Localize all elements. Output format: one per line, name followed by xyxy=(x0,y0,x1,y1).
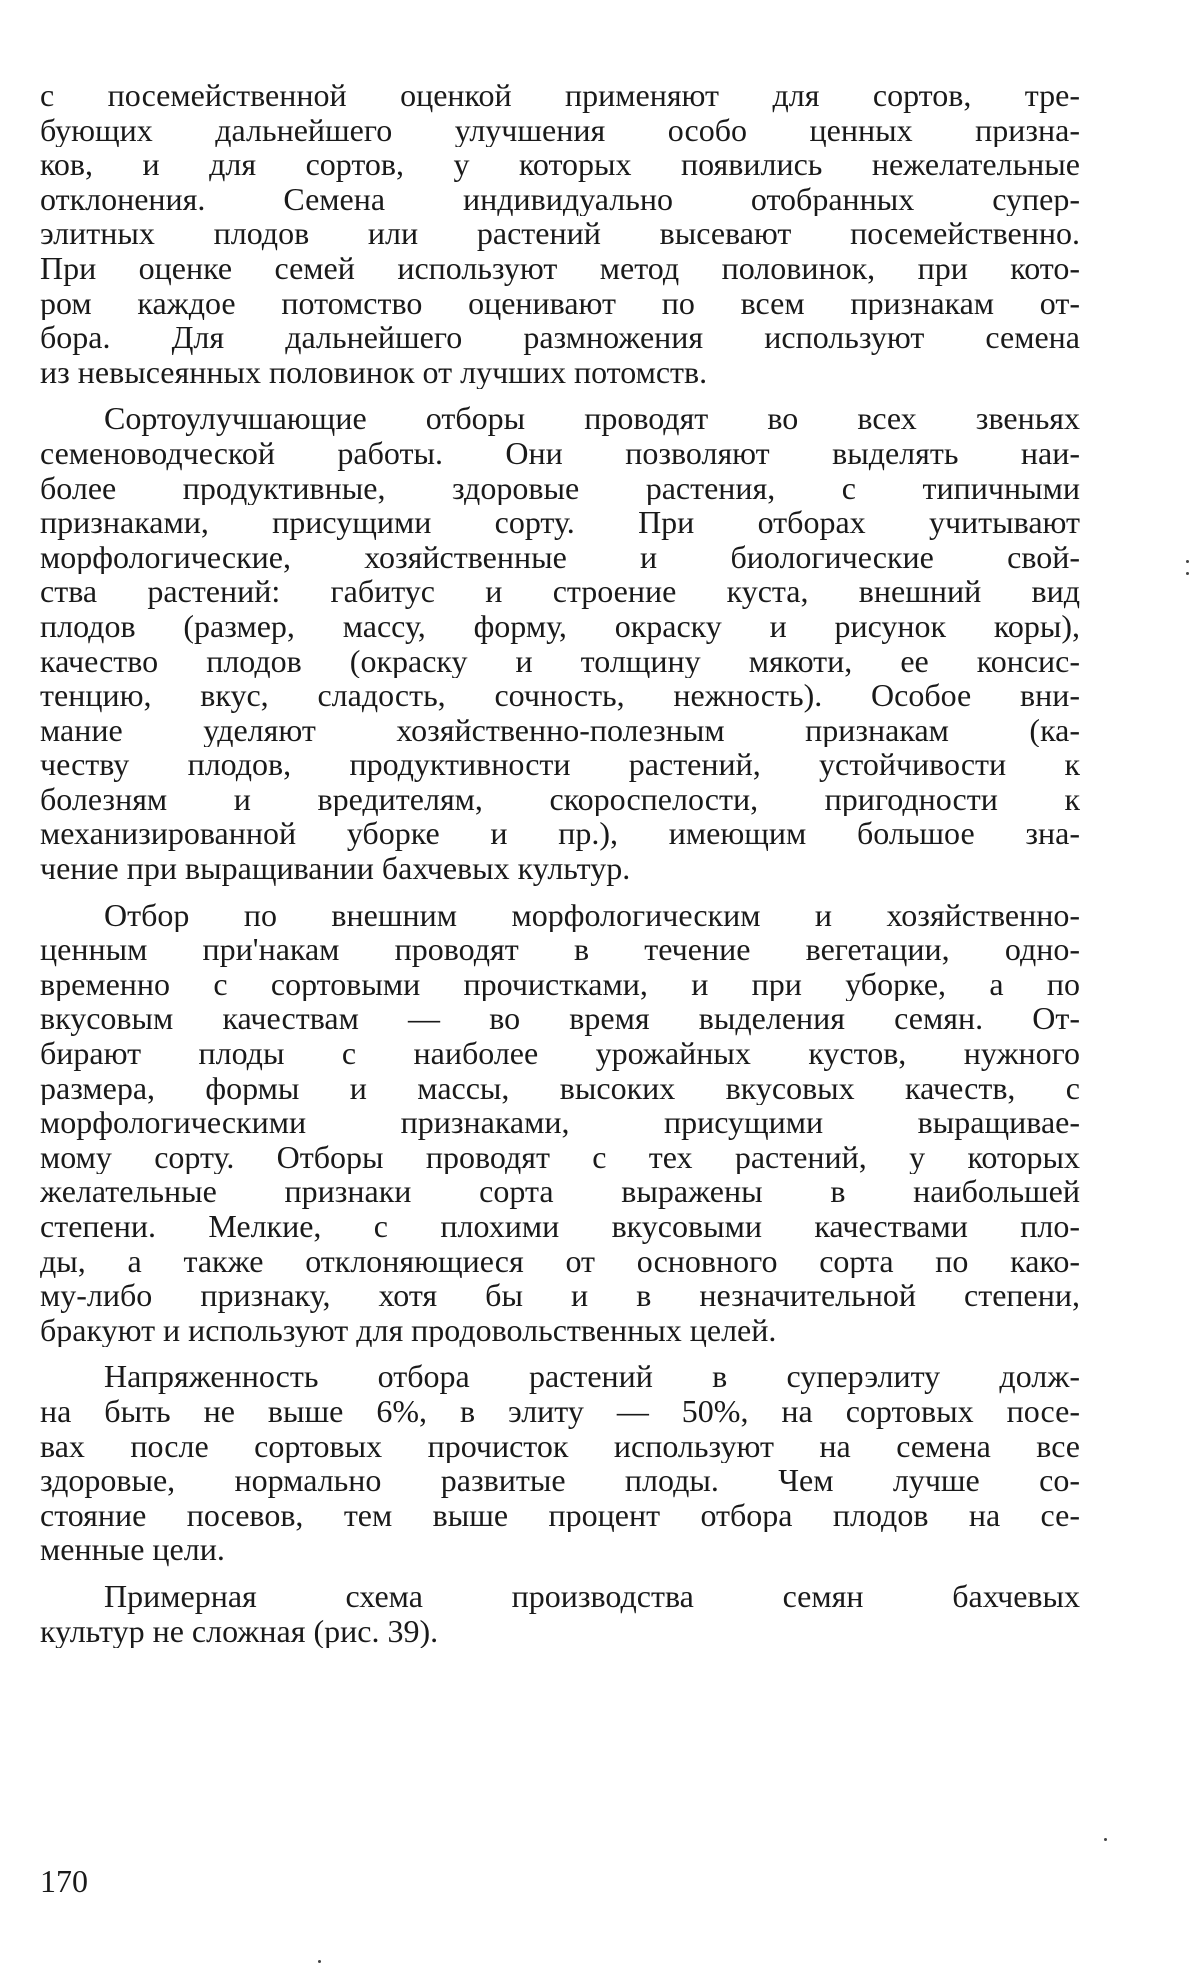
text-line: бующих дальнейшего улучшения особо ценных призна- xyxy=(40,112,1080,148)
text-line: степени. Мелкие, с плохими вкусовыми качествами пло- xyxy=(40,1209,1080,1244)
scan-speck xyxy=(1186,560,1189,563)
text-line: из невысеянных половинок от лучших потомств. xyxy=(40,354,708,390)
text-line: му-либо признаку, хотя бы и в незначительной степени, xyxy=(40,1278,1080,1313)
paragraph-2 xyxy=(40,401,1080,885)
text-line: ства растений: габитус и строение куста, внешний вид xyxy=(40,574,1080,609)
text-line: мому сорту. Отборы проводят с тех растений, у которых xyxy=(40,1139,1080,1175)
paragraph-1 xyxy=(40,78,1080,389)
text-line: здоровые, нормально развитые плоды. Чем лучше со- xyxy=(40,1463,1080,1498)
text-line: ценным при'накам проводят в течение вегетации, одно- xyxy=(40,932,1080,967)
text-line: бора. Для дальнейшего размножения используют семена xyxy=(40,320,1080,355)
text-line: вах после сортовых прочисток используют на семена все xyxy=(40,1428,1080,1464)
text-line: чение при выращивании бахчевых культур. xyxy=(40,851,631,886)
text-line: ды, а также отклоняющиеся от основного сорта по како- xyxy=(40,1243,1080,1279)
text-line: ром каждое потомство оценивают по всем признакам от- xyxy=(40,285,1080,321)
text-line: бракуют и используют для продовольственных целей. xyxy=(40,1312,777,1348)
text-line: с посемейственной оценкой применяют для сортов, тре- xyxy=(40,78,1080,113)
text-line: Сортоулучшающие отборы проводят во всех звеньях xyxy=(104,401,1080,436)
text-line: честву плодов, продуктивности растений, устойчивости к xyxy=(40,747,1080,782)
text-line: признаками, присущими сорту. При отборах учитывают xyxy=(40,505,1080,540)
text-line: менные цели. xyxy=(40,1532,225,1567)
text-line: вкусовым качествам — во время выделения семян. От- xyxy=(40,1001,1080,1037)
text-line: морфологические, хозяйственные и биологические свой- xyxy=(40,539,1080,575)
scan-speck xyxy=(318,1960,321,1963)
text-line: временно с сортовыми прочистками, и при уборке, а по xyxy=(40,966,1080,1002)
text-line: механизированной уборке и пр.), имеющим большое зна- xyxy=(40,816,1080,852)
text-line: желательные признаки сорта выражены в наибольшей xyxy=(40,1174,1080,1209)
text-line: Напряженность отбора растений в суперэлиту долж- xyxy=(104,1359,1080,1394)
scan-speck xyxy=(1186,572,1189,575)
text-line: качество плодов (окраску и толщину мякоти, ее консис- xyxy=(40,643,1080,679)
paragraph-3 xyxy=(40,898,1080,1348)
text-line: При оценке семей используют метод половинок, при кото- xyxy=(40,250,1080,286)
text-line: болезням и вредителям, скороспелости, пригодности к xyxy=(40,781,1080,817)
text-line: отклонения. Семена индивидуально отобранных супер- xyxy=(40,181,1080,217)
text-line: элитных плодов или растений высевают посемейственно. xyxy=(40,216,1080,251)
page-number: 170 xyxy=(40,1863,88,1899)
text-line: тенцию, вкус, сладость, сочность, нежность). Особое вни- xyxy=(40,678,1080,713)
paragraph-4 xyxy=(40,1359,1080,1567)
text-line: ков, и для сортов, у которых появились нежелательные xyxy=(40,147,1080,182)
text-line: Отбор по внешним морфологическим и хозяйственно- xyxy=(104,897,1080,933)
text-line: морфологическими признаками, присущими выращивае- xyxy=(40,1105,1080,1140)
text-line: плодов (размер, массу, форму, окраску и рисунок коры), xyxy=(40,608,1080,644)
paragraph-5 xyxy=(40,1579,1080,1648)
text-line: мание уделяют хозяйственно-полезным признакам (ка- xyxy=(40,712,1080,748)
scan-speck xyxy=(1104,1838,1107,1841)
text-line: культур не сложная (рис. 39). xyxy=(40,1613,439,1649)
text-line: семеноводческой работы. Они позволяют выделять наи- xyxy=(40,435,1080,471)
page-text xyxy=(40,78,1080,1660)
text-line: стояние посевов, тем выше процент отбора плодов на се- xyxy=(40,1497,1080,1533)
text-line: бирают плоды с наиболее урожайных кустов, нужного xyxy=(40,1036,1080,1071)
text-line: более продуктивные, здоровые растения, с типичными xyxy=(40,470,1080,506)
text-line: на быть не выше 6%, в элиту — 50%, на сортовых посе- xyxy=(40,1393,1080,1429)
text-line: Примерная схема производства семян бахчевых xyxy=(104,1578,1080,1614)
text-line: размера, формы и массы, высоких вкусовых качеств, с xyxy=(40,1070,1080,1106)
